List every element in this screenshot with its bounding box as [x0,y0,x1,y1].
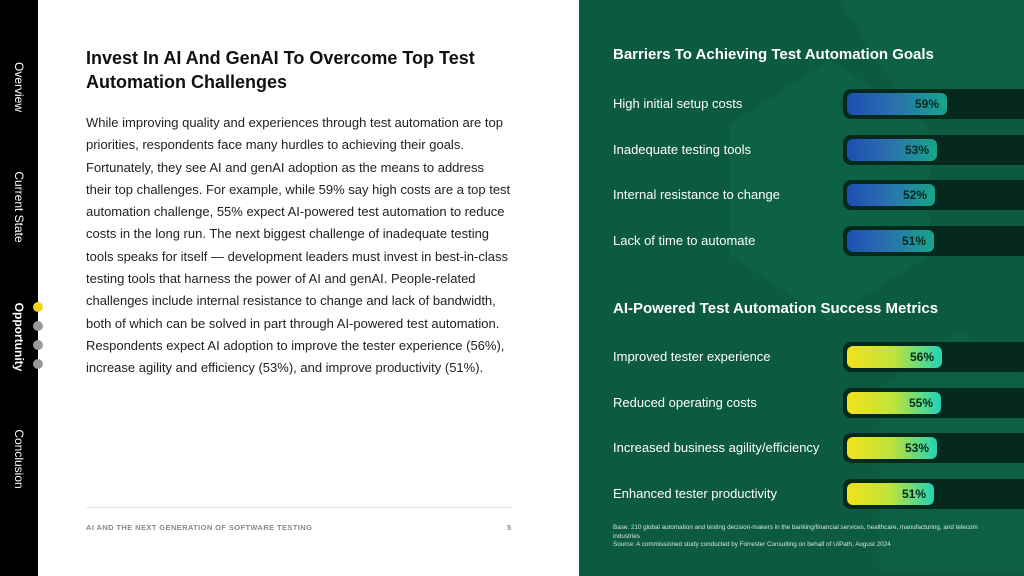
bar-category-label: Lack of time to automate [613,232,756,248]
footer-divider [86,507,512,508]
page-dot[interactable] [33,340,43,350]
nav-item-conclusion[interactable]: Conclusion [12,429,26,489]
bar-value-label: 53% [904,441,929,455]
bar-track [843,180,1024,210]
bar-value-label: 55% [908,395,933,410]
chart-title-success-metrics: AI-Powered Test Automation Success Metrics [613,300,939,317]
bar-value-label: 56% [909,350,934,364]
background-shape [839,0,1024,90]
bar-track [843,89,1024,119]
bar-value-label: 51% [901,486,926,501]
bar-category-label: Internal resistance to change [613,187,780,202]
nav-item-opportunity[interactable]: Opportunity [12,302,26,372]
body-text: While improving quality and experiences through test automation are top priorities, respondents face many hurdles to achieving their goals. Fortunately, they see AI and genAI adoption as the means to address their top challenges. For example, while 59% say high costs are a top test automation challenge, 55% expect AI-powered test automation to reduce costs in the long run. The next biggest challenge of inadequate testing tools speaks for itself — development leaders must invest in best-in-class testing tools that harness the power of AI and genAI. People-related challenges include internal resistance to change and lack of bandwidth, both of which can be solved in part through AI-powered test automation. Respondents expect AI adoption to improve the tester experience (56%), increase agility and efficiency (53%), and improve productivity (51%). [86,115,511,376]
chart-panel [579,0,1024,576]
bar-fill [847,93,947,115]
bar-track [843,226,1024,256]
bar-track [843,342,1024,372]
bar-fill [847,392,941,414]
bar-track [843,388,1024,418]
bar-value-label: 52% [902,188,927,202]
page-dot[interactable] [33,359,43,369]
bar-fill [847,139,937,161]
source-citation: Source: A commissioned study conducted by Forrester Consulting on behalf of UiPath, August 2024 [613,541,891,549]
bar-track [843,135,1024,165]
bar-fill [847,346,942,368]
source-base: Base: 210 global automation and testing decision-makers in the banking/financial services, healthcare, manufacturing, and telecom industries [613,524,978,540]
bar-fill [847,230,934,252]
bar-track [843,433,1024,463]
source-note [613,524,993,550]
nav-item-overview[interactable]: Overview [12,61,26,113]
bar-category-label: Increased business agility/efficiency [613,440,820,455]
page-dots [33,302,45,378]
bar-category-label: Reduced operating costs [613,394,757,410]
footer-report-title: AI AND THE NEXT GENERATION OF SOFTWARE TESTING [86,523,313,532]
bar-category-label: Enhanced tester productivity [613,485,778,501]
bar-category-label: High initial setup costs [613,96,743,111]
bar-fill [847,483,934,505]
nav-rail [0,0,38,576]
bar-track [843,479,1024,509]
bar-category-label: Improved tester experience [613,349,771,364]
page-title: Invest In AI And GenAI To Overcome Top Test Automation Challenges [86,48,475,92]
nav-item-current-state[interactable]: Current State [12,171,26,243]
bar-fill [847,437,937,459]
bar-value-label: 53% [904,142,929,157]
page-dot[interactable] [33,321,43,331]
page-number: 5 [507,523,512,532]
chart-title-barriers: Barriers To Achieving Test Automation Goals [613,46,934,63]
bar-fill [847,184,935,206]
bar-value-label: 51% [901,233,926,248]
page-dot-active[interactable] [33,302,43,312]
bar-value-label: 59% [914,97,939,111]
bar-category-label: Inadequate testing tools [613,141,752,157]
